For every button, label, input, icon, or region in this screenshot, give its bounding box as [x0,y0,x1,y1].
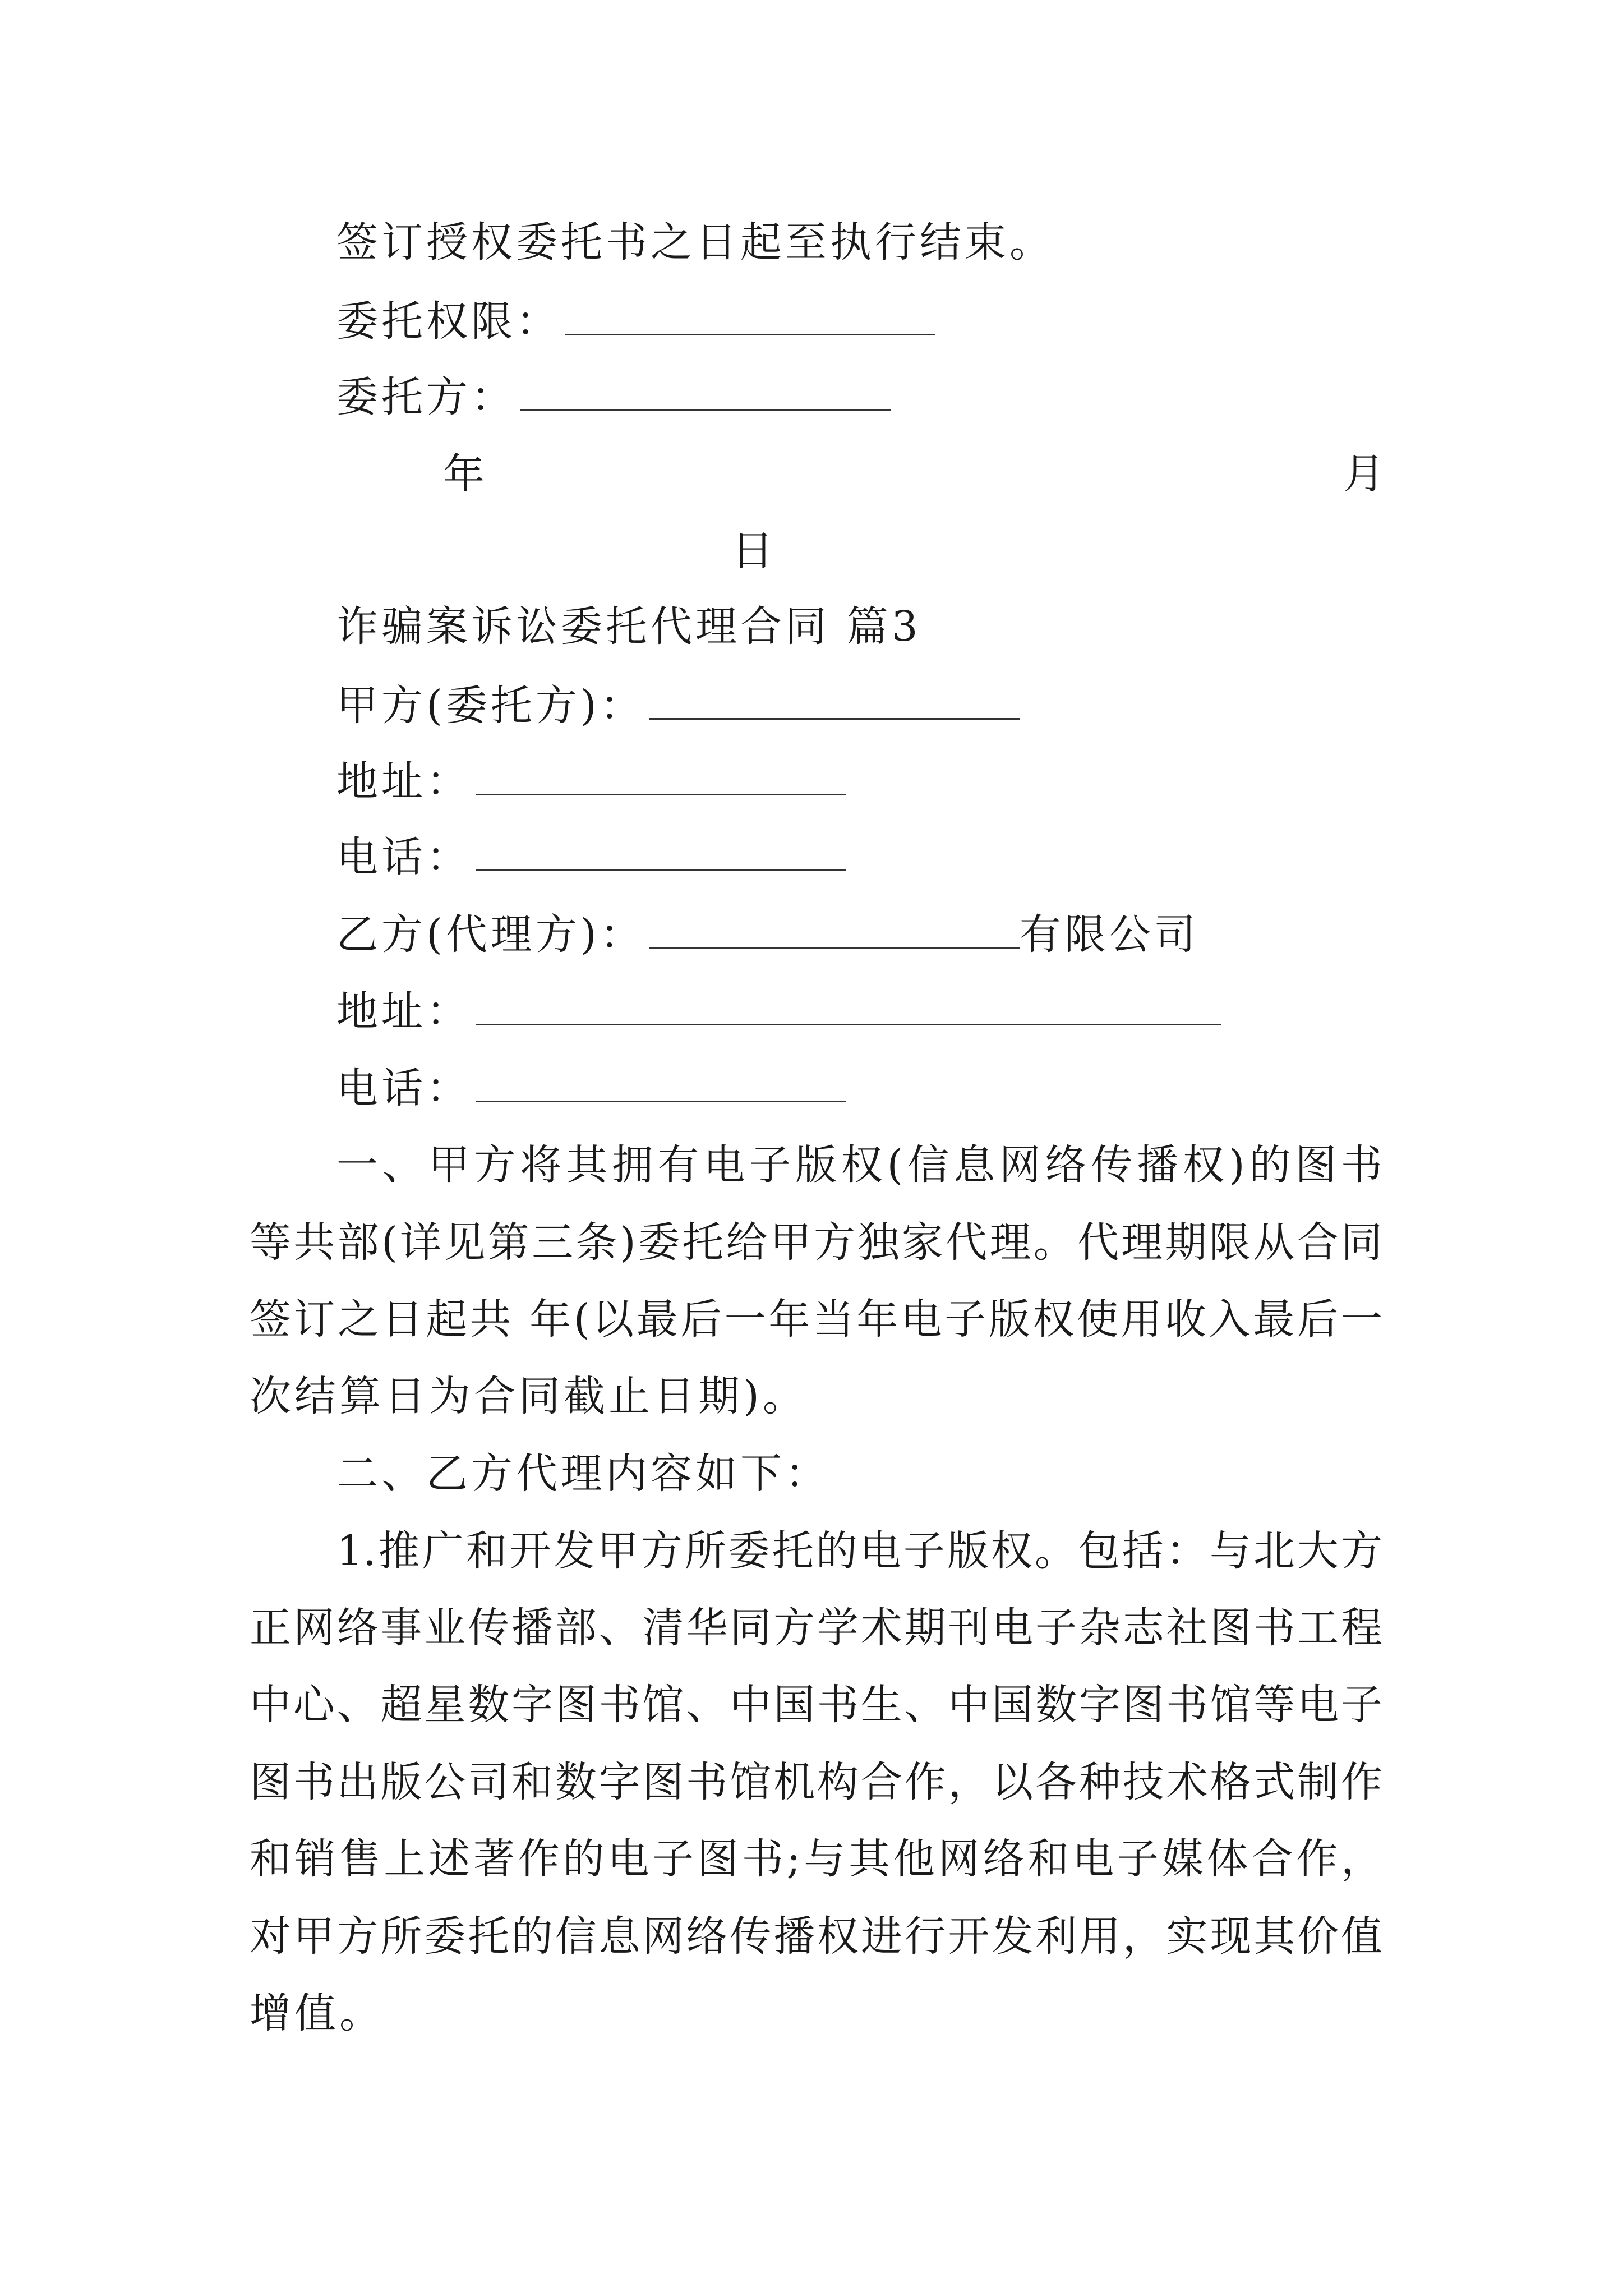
party-a-row [336,682,1020,730]
item1-line: 对甲方所委托的信息网络传播权进行开发利用，实现其价值 [250,1912,1382,1961]
party-a-address-row [336,757,846,806]
party-b-phone-blank [476,1067,846,1102]
party-a-address-blank [476,760,846,795]
authority-blank [565,300,935,335]
party-b-row [336,910,1199,959]
principal-label: 委托方： [336,373,516,421]
principal-row [336,373,891,421]
authority-row [336,297,935,346]
item1-line: 正网络事业传播部、清华同方学术期刊电子杂志社图书工程 [250,1604,1382,1652]
party-b-address-row [336,987,1221,1036]
party-b-suffix: 有限公司 [1019,910,1199,959]
party-a-phone-row [336,833,846,881]
clause1-line: 次结算日为合同截止日期)。 [250,1372,808,1420]
clause1-line: 签订之日起共 年(以最后一年当年电子版权使用收入最后一 [250,1295,1382,1343]
clause1-line: 等共部(详见第三条)委托给甲方独家代理。代理期限从合同 [250,1218,1382,1267]
date-day: 日 [732,527,777,575]
item1-line: 图书出版公司和数字图书馆机构合作，以各种技术格式制作 [250,1758,1382,1806]
party-b-blank [649,913,1020,949]
date-month: 月 [1343,450,1388,498]
party-a-address-label: 地址： [336,757,471,806]
item1-line: 中心、超星数字图书馆、中国书生、中国数字图书馆等电子 [250,1681,1382,1729]
party-a-phone-blank [476,836,846,871]
party-a-label: 甲方(委托方)： [336,682,645,730]
principal-blank [520,376,891,411]
item1-line: 和销售上述著作的电子图书;与其他网络和电子媒体合作， [250,1835,1382,1883]
party-b-address-label: 地址： [336,987,471,1036]
party-b-phone-row [336,1064,846,1112]
date-year: 年 [443,450,488,498]
party-b-phone-label: 电话： [336,1064,471,1112]
authority-label: 委托权限： [336,297,561,346]
item1-line: 1.推广和开发甲方所委托的电子版权。包括：与北大方 [336,1527,1382,1575]
party-b-address-blank [476,990,1221,1025]
clause2-heading: 二、乙方代理内容如下： [336,1450,830,1498]
party-b-label: 乙方(代理方)： [336,910,645,959]
item1-line: 增值。 [250,1989,384,2037]
contract-title: 诈骗案诉讼委托代理合同 篇3 [336,602,921,651]
party-a-phone-label: 电话： [336,833,471,881]
clause1-line: 一、甲方将其拥有电子版权(信息网络传播权)的图书 [336,1141,1382,1189]
sign-line: 签订授权委托书之日起至执行结束。 [336,218,1054,266]
party-a-blank [649,684,1020,720]
